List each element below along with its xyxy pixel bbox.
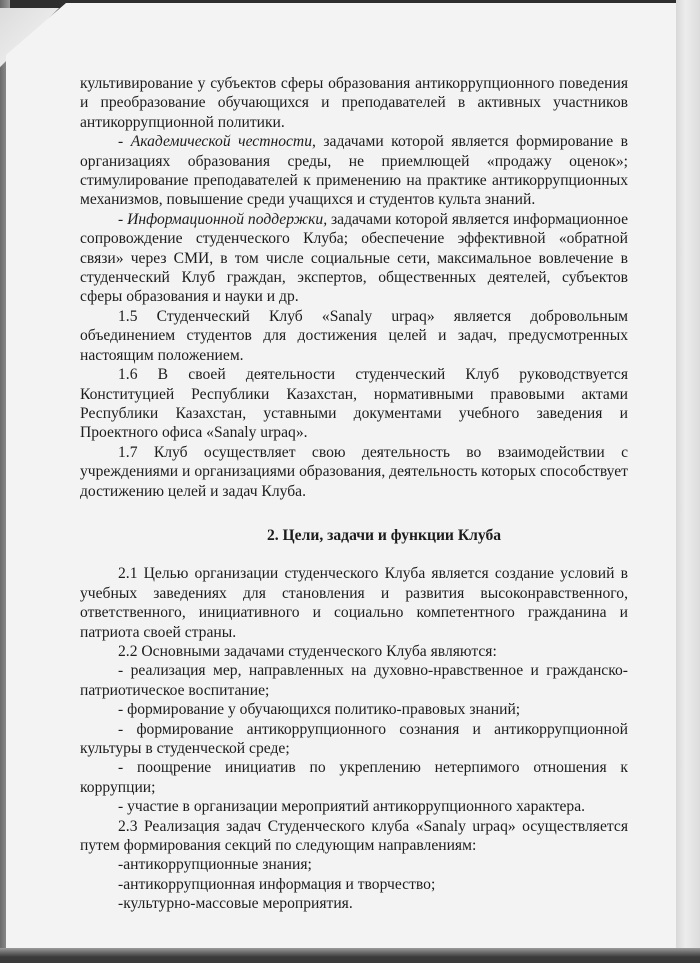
dash: - (118, 133, 131, 151)
paragraph-1-6: 1.6 В своей деятельности студенческий Клуб руководствуется Конституцией Республики Казахстан, нормативными правовыми актами Республики Казахстан, уставными документами учебного заведения и Проектного офиса «Sanaly urpaq». (80, 366, 628, 442)
task-item: - поощрение инициатив по укреплению нетерпимого отношения к коррупции; (80, 759, 628, 796)
paragraph-intro-continuation: культивирование у субъектов сферы образования антикоррупционного поведения и преобразование обучающихся и преподавателей в активных участников антикоррупционной политики. (80, 75, 628, 131)
task-item: - участие в организации мероприятий антикоррупционного характера. (118, 798, 586, 816)
term-information-support: Информационной поддержки, (127, 210, 328, 228)
dash: - (118, 210, 128, 228)
paragraph-academic-honesty (80, 132, 628, 210)
paragraph-information-support (80, 210, 628, 307)
document-body (80, 74, 628, 914)
task-item: - реализация мер, направленных на духовно-нравственное и гражданско-патриотическое воспитание; (80, 662, 628, 699)
information-support-text: задачами которой является информационное сопровождение студенческого Клуба; обеспечение эффективной «обратной связи» через СМИ, в том числе социальные сети, максимальное вовлечение в студенческий Клуб граждан, экспертов, общественных деятелей, субъектов сферы образования и науки и др. (80, 210, 629, 306)
section-2-heading: 2. Цели, задачи и функции Клуба (266, 526, 502, 544)
paragraph-2-1: 2.1 Целью организации студенческого Клуба является создание условий в учебных заведениях для становления и развития высоконравственного, ответственного, инициативного и социально компетентного гражданина и патриота своей страны. (80, 565, 628, 641)
scanner-background-right (676, 0, 700, 963)
section-item: -антикоррупционные знания; (118, 856, 312, 874)
section-item: -культурно-массовые мероприятия. (118, 895, 353, 913)
term-academic-honesty: Академической честности (130, 133, 312, 151)
task-item: - формирование антикоррупционного сознания и антикоррупционной культуры в студенческой среде; (80, 720, 628, 757)
academic-honesty-text: , задачами которой является формирование в организациях образования среды, не приемлющей «продажу оценок»; стимулирование преподавателей к применению на практике антикоррупционных механизмов, повышение среди учащихся и студентов культа знаний. (80, 133, 628, 209)
paragraph-2-2: 2.2 Основными задачами студенческого Клуба являются: (118, 642, 497, 660)
task-item: - формирование у обучающихся политико-правовых знаний; (118, 701, 521, 719)
paragraph-1-7: 1.7 Клуб осуществляет свою деятельность во взаимодействии с учреждениями и организациями образования, деятельность которых способствует достижению целей и задач Клуба. (80, 443, 628, 500)
paragraph-1-5: 1.5 Студенческий Клуб «Sanaly urpaq» является добровольным объединением студентов для достижения целей и задач, предусмотренных настоящим положением. (80, 307, 628, 364)
scanner-background-bottom (0, 948, 700, 963)
paragraph-2-3: 2.3 Реализация задач Студенческого клуба «Sanaly urpaq» осуществляется путем формирования секций по следующим направлениям: (80, 817, 628, 855)
section-item: -антикоррупционная информация и творчество; (118, 875, 436, 893)
